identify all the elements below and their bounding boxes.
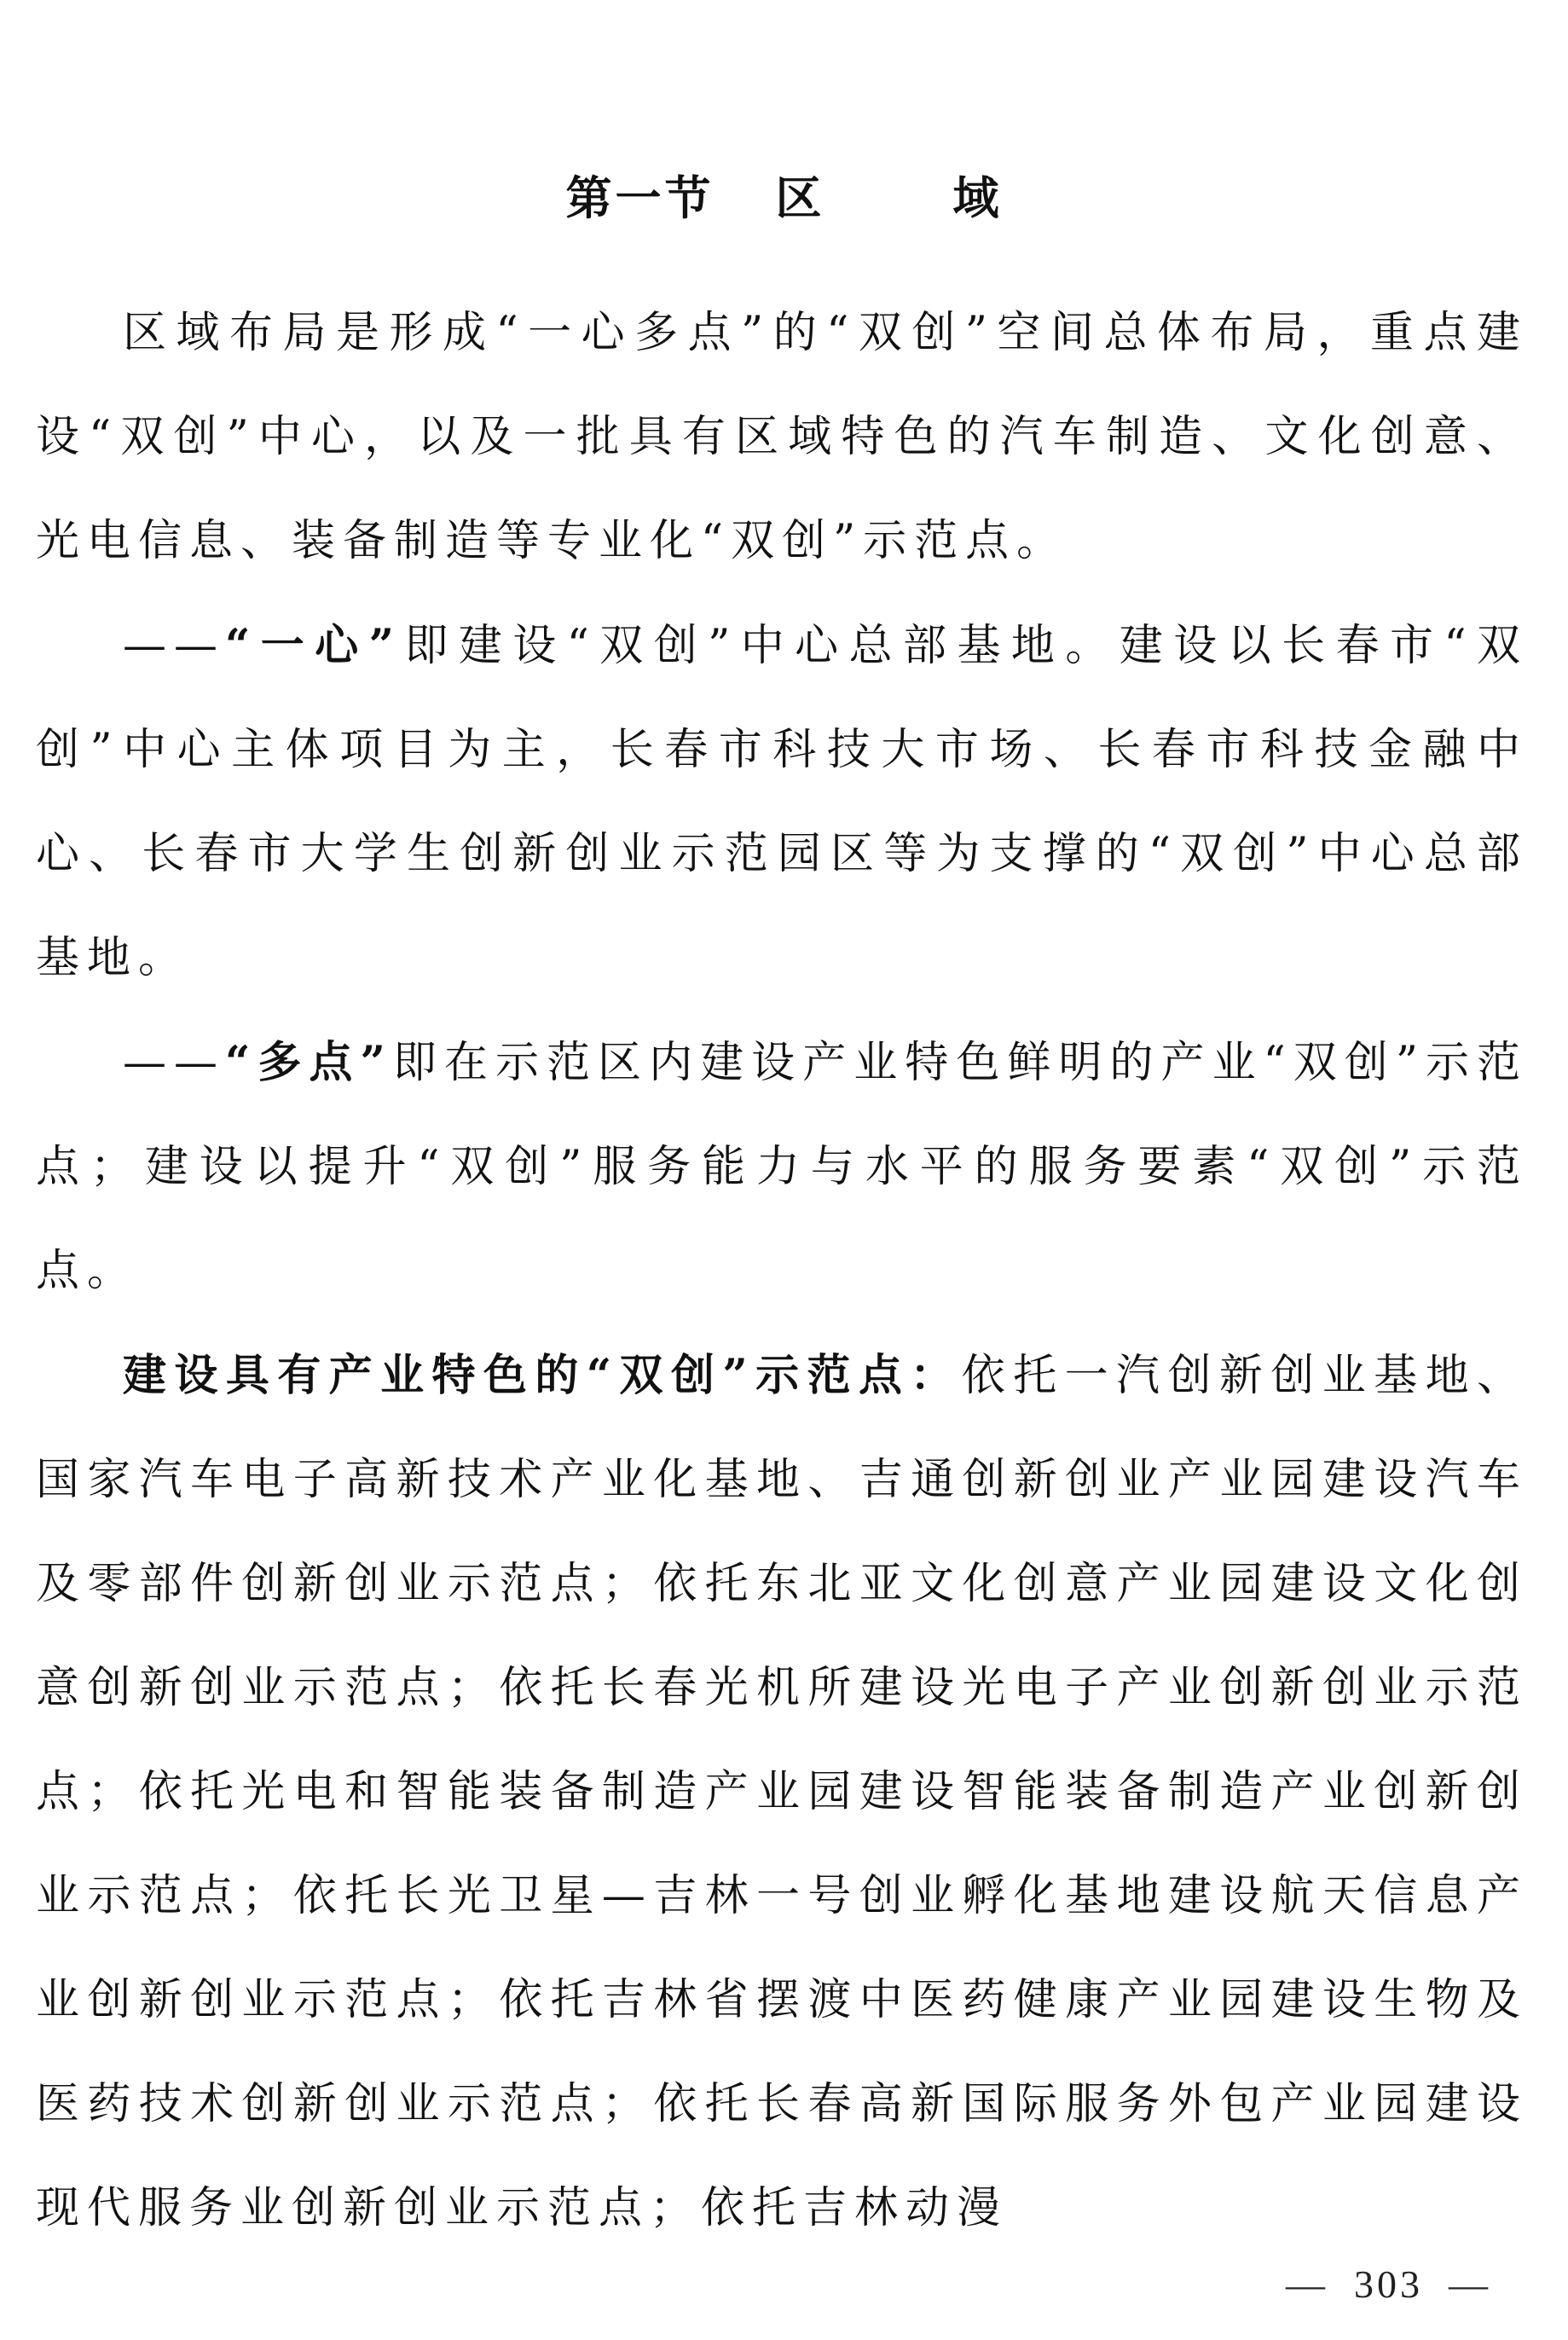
industry-demo-text: 依托一汽创新创业基地、国家汽车电子高新技术产业化基地、吉通创新创业产业园建设汽车及零部件创新创业示范点；依托东北亚文化创意产业园建设文化创意创新创业示范点；依托长春光机所建设光电子产业创新创业示范点；依托光电和智能装备制造产业园建设智能装备制造产业创新创业示范点；依托长光卫星—吉林一号创业孵化基地建设航天信息产业创新创业示范点；依托吉林省摆渡中医药健康产业园建设生物及医药技术创新创业示范点；依托长春高新国际服务外包产业园建设现代服务业创新创业示范点；依托吉林动漫	[36, 1351, 1528, 2233]
em-dash: ——	[123, 621, 225, 671]
section-number: 第一节	[565, 171, 715, 225]
one-center-label: “一心”	[225, 620, 402, 671]
body-text	[36, 281, 1528, 2261]
one-center-text: 即建设“双创”中心总部基地。建设以长春市“双创”中心主体项目为主，长春市科技大市场、长春市科技金融中心、长春市大学生创新创业示范园区等为支撑的“双创”中心总部基地。	[36, 621, 1528, 983]
multi-points-label: “多点”	[225, 1037, 393, 1088]
footer-dash-right: —	[1449, 2262, 1491, 2306]
paragraph-layout-overview: 区域布局是形成“一心多点”的“双创”空间总体布局，重点建设“双创”中心，以及一批具有区域特色的汽车制造、文化创意、光电信息、装备制造等专业化“双创”示范点。	[36, 308, 1528, 566]
footer-dash-left: —	[1286, 2262, 1328, 2306]
paragraph-industry-demo-points	[36, 1323, 1528, 2261]
section-title-char-1: 区	[775, 171, 825, 225]
paragraph-one-center	[36, 594, 1528, 1011]
page-footer	[1260, 2262, 1517, 2307]
industry-demo-heading: 建设具有产业特色的“双创”示范点：	[123, 1350, 962, 1401]
multi-points-text: 即在示范区内建设产业特色鲜明的产业“双创”示范点；建设以提升“双创”服务能力与水平的服务要素“双创”示范点。	[36, 1038, 1528, 1296]
paragraph-multi-points	[36, 1011, 1528, 1323]
page-number: 303	[1354, 2262, 1423, 2306]
section-title-char-2: 域	[952, 171, 1003, 225]
section-title	[0, 162, 1568, 228]
em-dash: ——	[123, 1038, 225, 1088]
